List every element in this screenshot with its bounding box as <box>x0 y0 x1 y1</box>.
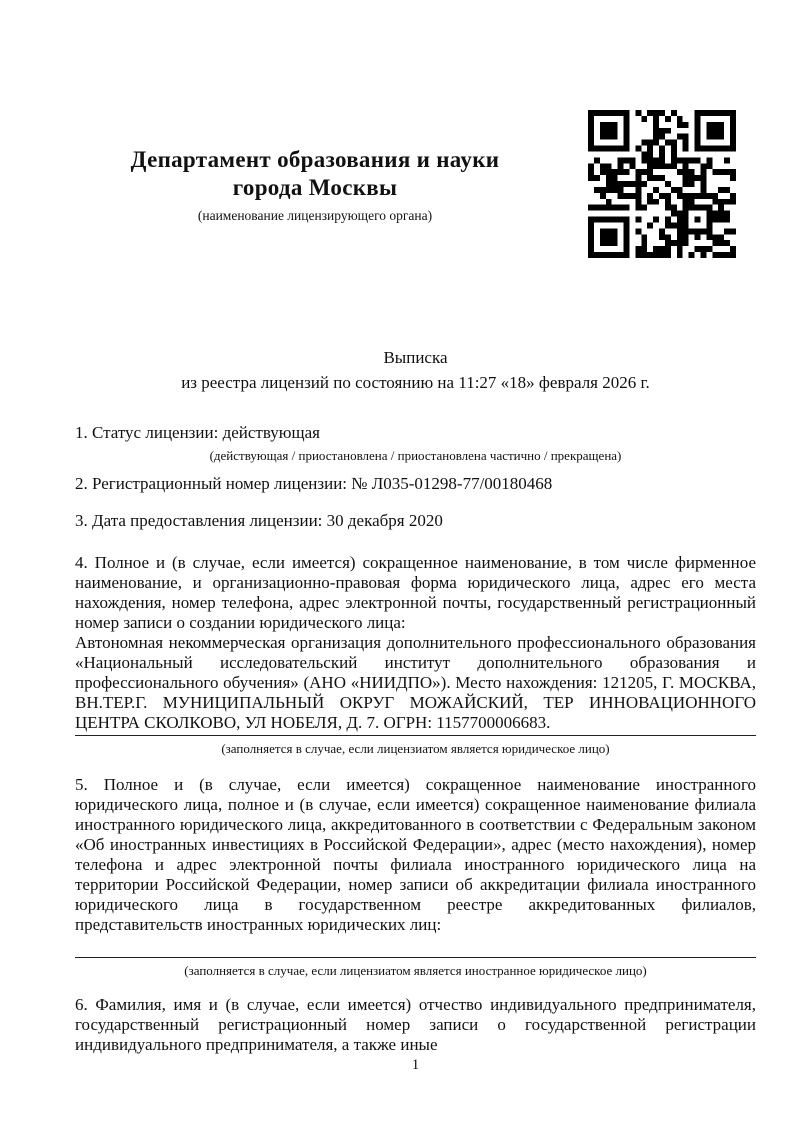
foreign-entity-field-rule <box>75 957 756 958</box>
qr-code-icon <box>588 110 736 258</box>
license-status-text: 1. Статус лицензии: действующая <box>75 423 320 442</box>
licensing-authority-header <box>75 146 555 224</box>
individual-entrepreneur-intro: 6. Фамилия, имя и (в случае, если имеется) отчество индивидуального предпринимателя, государственный регистрационный номер записи о государственной регистрации индивидуального предпринимателя, а также иные <box>75 995 756 1054</box>
document-title-line-2: из реестра лицензий по состоянию на 11:27 «18» февраля 2026 г. <box>181 373 650 392</box>
authority-name-line-2: города Москвы <box>232 175 398 200</box>
legal-entity-hint: (заполняется в случае, если лицензиатом является юридическое лицо) <box>221 741 610 756</box>
document-body <box>75 423 756 1055</box>
authority-caption: (наименование лицензирующего органа) <box>197 208 433 223</box>
legal-entity-intro: 4. Полное и (в случае, если имеется) сокращенное наименование, в том числе фирменное наименование, и организационно-правовая форма юридического лица, адрес его места нахождения, номер телефона, адрес электронной почты, государственный регистрационный номер записи о создании юридического лица: <box>75 553 756 632</box>
item-foreign-entity <box>75 775 756 979</box>
page-number: 1 <box>411 1057 420 1073</box>
item-registration-number: 2. Регистрационный номер лицензии: № Л035-01298-77/00180468 <box>75 474 553 493</box>
legal-entity-value: Автономная некоммерческая организация дополнительного профессионального образования «Национальный исследовательский институт дополнительного образования и профессионального обучения» (АНО «НИИДПО»). Место нахождения: 121205, Г. МОСКВА, ВН.ТЕР.Г. МУНИЦИПАЛЬНЫЙ ОКРУГ МОЖАЙСКИЙ, ТЕР ИННОВАЦИОННОГО ЦЕНТРА СКОЛКОВО, УЛ НОБЕЛЯ, Д. 7. ОГРН: 1157700006683. <box>75 633 756 732</box>
document-title-line-1: Выписка <box>383 348 448 367</box>
item-grant-date: 3. Дата предоставления лицензии: 30 декабря 2020 <box>75 511 443 530</box>
foreign-entity-intro: 5. Полное и (в случае, если имеется) сокращенное наименование иностранного юридического лица, полное и (в случае, если имеется) сокращенное наименование филиала иностранного юридического лица, аккредитованного в соответствии с Федеральным законом «Об иностранных инвестициях в Российской Федерации», адрес (место нахождения), номер телефона и адрес электронной почты филиала иностранного юридического лица на территории Российской Федерации, номер записи об аккредитации филиала иностранного юридического лица в государственном реестре аккредитованных филиалов, представительств иностранных юридических лиц: <box>75 775 756 934</box>
document-title <box>75 345 756 395</box>
license-status-hint: (действующая / приостановлена / приостановлена частично / прекращена) <box>209 448 622 463</box>
foreign-entity-value <box>75 935 756 955</box>
foreign-entity-hint: (заполняется в случае, если лицензиатом является иностранное юридическое лицо) <box>184 963 647 978</box>
item-license-status <box>75 423 756 464</box>
item-individual-entrepreneur <box>75 995 756 1055</box>
item-legal-entity <box>75 553 756 757</box>
authority-name-line-1: Департамент образования и науки <box>130 147 500 172</box>
qr-code-image <box>588 110 736 258</box>
legal-entity-field-rule <box>75 735 756 736</box>
